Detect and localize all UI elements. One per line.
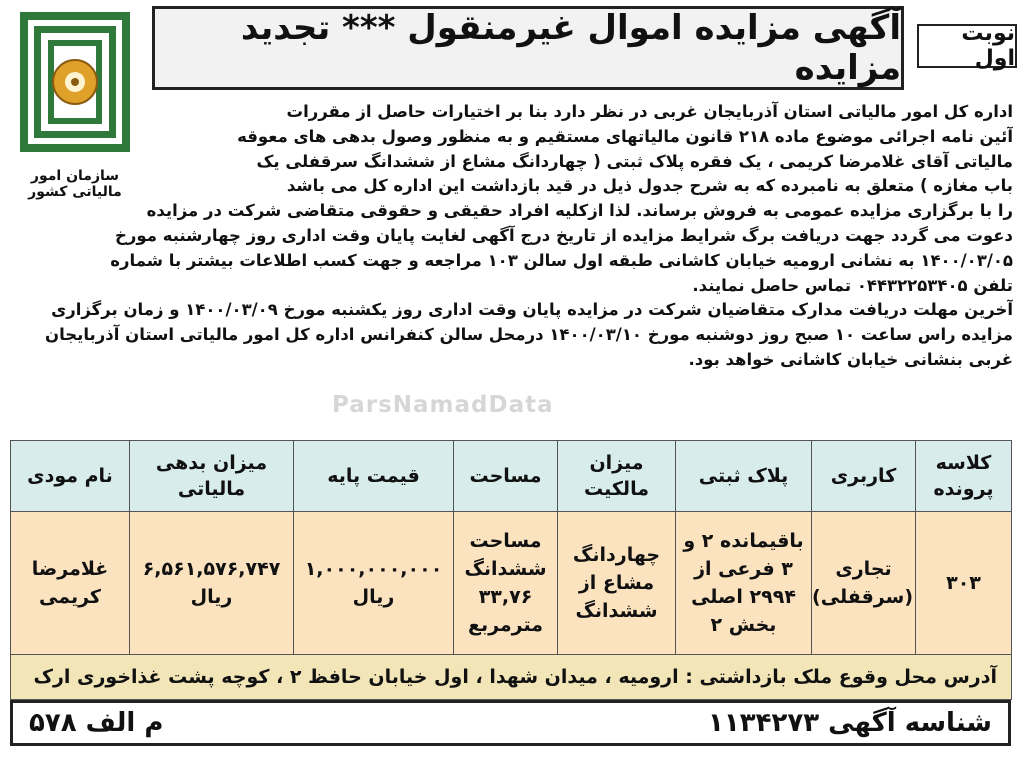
header-area: مساحت	[454, 441, 558, 512]
header-usage: کاربری	[812, 441, 916, 512]
cell-usage: تجاری (سرقفلی)	[812, 512, 916, 655]
cell-ownership-share: چهاردانگ مشاع از ششدانگ	[558, 512, 676, 655]
body-line: باب مغازه ) متعلق به نامبرده که به شرح جدول ذیل در قید بازداشت این اداره کل می باشد	[286, 176, 1013, 196]
header-tax-debt: میزان بدهی مالیاتی	[130, 441, 294, 512]
logo-caption: سازمان امور مالیاتی کشور	[28, 168, 122, 200]
watermark: ParsNamadData	[332, 392, 554, 418]
body-line: آئین نامه اجرائی موضوع ماده ۲۱۸ قانون مالیاتهای مستقیم و به منظور وصول بدهی های معوقه	[237, 126, 1013, 146]
body-line: آخرین مهلت دریافت مدارک متقاضیان شرکت در مزایده پایان وقت اداری روز یکشنبه مورخ ۱۴۰۰/۰۳/۰۹ و زمان برگزاری	[51, 300, 1013, 320]
notice-title: آگهی مزایده اموال غیرمنقول *** تجدید مزایده	[240, 8, 901, 88]
cell-taxpayer-name: غلامرضا کریمی	[11, 512, 130, 655]
header-base-price: قیمت پایه	[294, 441, 454, 512]
body-line: تلفن ۰۴۴۳۲۲۵۳۴۰۵ تماس حاصل نمایند.	[692, 275, 1013, 295]
cell-registry-plate: باقیمانده ۲ و ۳ فرعی از ۲۹۹۴ اصلی بخش ۲	[676, 512, 812, 655]
body-line: دعوت می گردد جهت دریافت برگ شرایط مزایده از تاریخ درج آگهی لغایت پایان وقت اداری روز چهارشنبه مورخ	[115, 225, 1013, 245]
cell-area: مساحت ششدانگ ۳۳,۷۶ مترمربع	[454, 512, 558, 655]
ad-code: م الف ۵۷۸	[29, 708, 164, 738]
footer-bar	[10, 700, 1011, 746]
body-line: غربی بنشانی خیابان کاشانی خواهد بود.	[688, 349, 1013, 369]
notice-body	[7, 100, 1013, 373]
header-ownership-share: میزان مالکیت	[558, 441, 676, 512]
table-header-row	[11, 441, 1012, 512]
body-line: مالیاتی آقای غلامرضا کریمی ، یک فقره پلاک ثبتی ( چهاردانگ مشاع از ششدانگ سرقفلی یک	[256, 151, 1013, 171]
cell-base-price: ۱,۰۰۰,۰۰۰,۰۰۰ ریال	[294, 512, 454, 655]
body-line: ۱۴۰۰/۰۳/۰۵ به نشانی ارومیه خیابان کاشانی طبقه اول سالن ۱۰۳ مراجعه و جهت کسب اطلاعات بیشتر با شماره	[110, 250, 1013, 270]
cell-tax-debt: ۶,۵۶۱,۵۷۶,۷۴۷ ریال	[130, 512, 294, 655]
address-row	[11, 655, 1012, 700]
property-address: آدرس محل وقوع ملک بازداشتی : ارومیه ، میدان شهدا ، اول خیابان حافظ ۲ ، کوچه پشت غذاخوری ارک	[11, 655, 1012, 700]
round-label: نوبت اول	[917, 24, 1017, 68]
auction-table	[10, 440, 1012, 700]
table-row	[11, 512, 1012, 655]
header-taxpayer-name: نام مودی	[11, 441, 130, 512]
body-line: را با برگزاری مزایده عمومی به فروش برساند. لذا ازکلیه افراد حقیقی و حقوقی متقاضی شرکت در مزایده	[146, 201, 1013, 221]
body-line: مزایده راس ساعت ۱۰ صبح روز دوشنبه مورخ ۱۴۰۰/۰۳/۱۰ درمحل سالن کنفرانس اداره کل امور مالیاتی استان آذربایجان	[44, 325, 1013, 345]
cell-file-class: ۳۰۳	[916, 512, 1012, 655]
header-registry-plate: پلاک ثبتی	[676, 441, 812, 512]
ad-id: شناسه آگهی ۱۱۳۴۲۷۳	[708, 708, 992, 738]
title-box	[152, 6, 904, 90]
header-file-class: کلاسه پرونده	[916, 441, 1012, 512]
body-line: اداره کل امور مالیاتی استان آذربایجان غربی در نظر دارد بنا بر اختیارات حاصل از مقررات	[286, 102, 1013, 121]
